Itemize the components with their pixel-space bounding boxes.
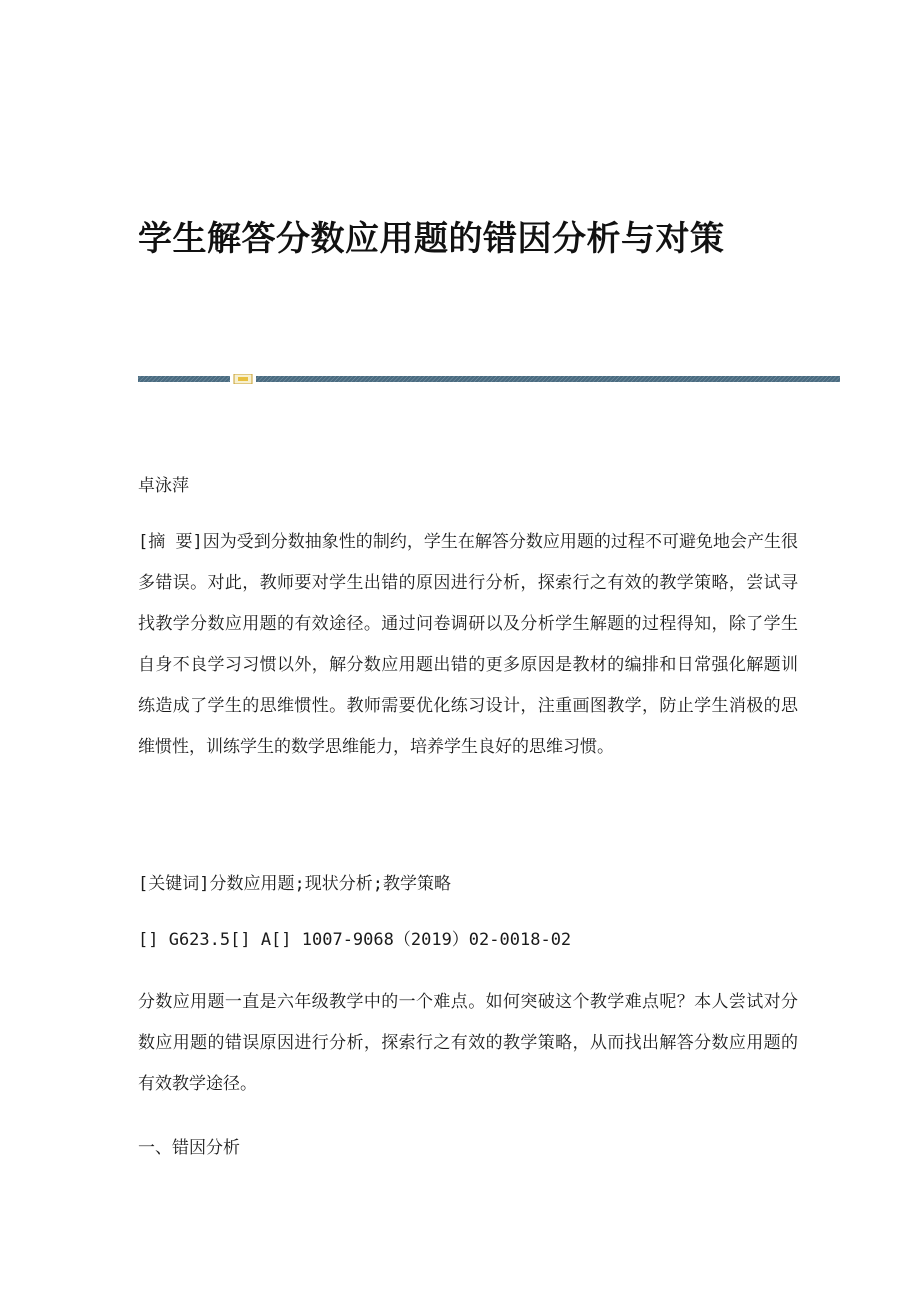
section-heading: 一、错因分析 [138, 1138, 240, 1158]
intro-paragraph: 分数应用题一直是六年级教学中的一个难点。如何突破这个教学难点呢？本人尝试对分数应用题的错误原因进行分析，探索行之有效的教学策略，从而找出解答分数应用题的有效教学途径。 [138, 992, 798, 1094]
divider-bar-left [138, 376, 230, 382]
keywords-line: [关键词]分数应用题;现状分析;教学策略 [138, 874, 451, 894]
title-divider [138, 374, 840, 384]
author-name: 卓泳萍 [138, 476, 189, 496]
abstract-paragraph: [摘 要]因为受到分数抽象性的制约，学生在解答分数应用题的过程不可避免地会产生很多错误。对此，教师要对学生出错的原因进行分析，探索行之有效的教学策略，尝试寻找教学分数应用题的有效途径。通过问卷调研以及分析学生解题的过程得知，除了学生自身不良学习习惯以外，解分数应用题出错的更多原因是教材的编排和日常强化解题训练造成了学生的思维惯性。教师需要优化练习设计，注重画图教学，防止学生消极的思维惯性，训练学生的数学思维能力，培养学生良好的思维习惯。 [138, 532, 798, 757]
classification-line: [] G623.5[] A[] 1007-9068（2019）02-0018-02 [138, 930, 572, 950]
document-title: 学生解答分数应用题的错因分析与对策 [138, 219, 725, 259]
divider-bar-right [256, 376, 840, 382]
divider-ornament-icon [234, 374, 252, 384]
divider-graphic [138, 374, 840, 384]
